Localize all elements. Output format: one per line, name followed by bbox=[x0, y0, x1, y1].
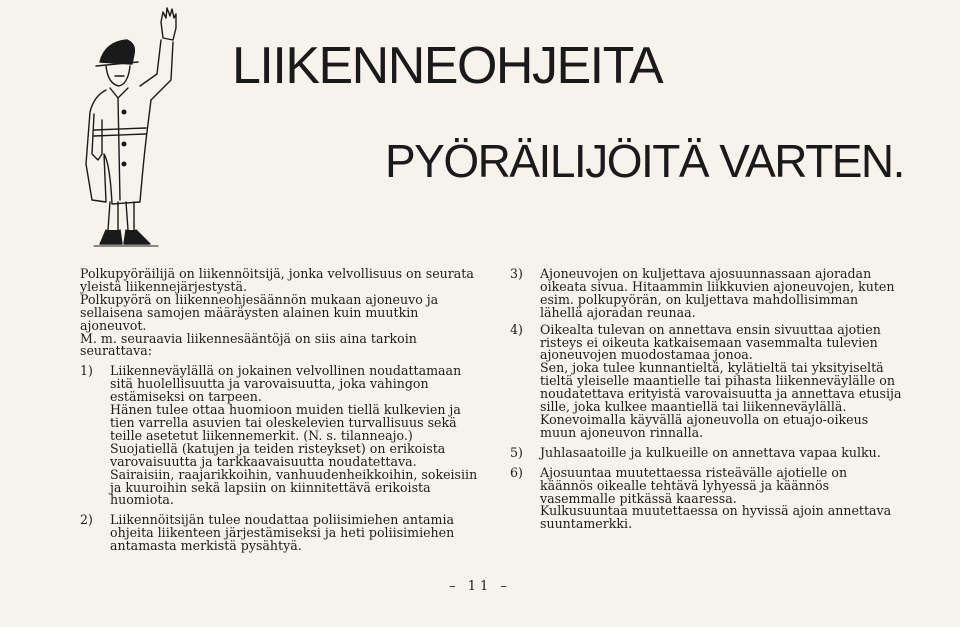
rule-item-3 bbox=[510, 268, 902, 320]
rule-paragraph: Liikenneväylällä on jokainen velvollinen noudattamaan sitä huolellisuutta ja varovaisuutta, joka vahingon estämiseksi on tarpeen. bbox=[110, 363, 462, 405]
right-column bbox=[510, 268, 902, 531]
rule-text bbox=[540, 321, 902, 440]
rule-item-6 bbox=[510, 464, 902, 532]
rule-number: 3) bbox=[510, 266, 523, 281]
intro-paragraph: Polkupyöräilijä on liikennöitsijä, jonka velvollisuus on seurata yleistä liikennejärjestystä. bbox=[80, 266, 474, 294]
rule-text bbox=[540, 268, 902, 320]
rule-paragraph: Sairaisiin, raajarikkoihin, vanhuudenheikkoihin, sokeisiin ja kuuroihin sekä lapsiin on kiinnitettävä erikoista huomiota. bbox=[110, 466, 478, 508]
rule-item-2 bbox=[80, 514, 480, 553]
rule-item-5 bbox=[510, 444, 902, 460]
rule-number: 2) bbox=[80, 512, 93, 528]
rule-number: 1) bbox=[80, 363, 93, 379]
page-number: – 11 – bbox=[449, 579, 511, 594]
rule-number: 4) bbox=[510, 321, 523, 337]
rule-paragraph: Ajosuuntaa muutettaessa risteävälle ajotielle on käännös oikealle tehtävä lyhyessä ja käännös vasemmalle pitkässä kaaressa. bbox=[540, 464, 848, 506]
intro-paragraph: M. m. seuraavia liikennesääntöjä on siis aina tarkoin seurattava: bbox=[80, 330, 417, 359]
document-subtitle: PYÖRÄILIJÖITÄ VARTEN. bbox=[385, 135, 904, 187]
rule-text bbox=[110, 365, 480, 507]
intro-paragraph: Polkupyörä on liikenneohjesäännön mukaan ajoneuvo ja sellaisena samojen määräysten alainen kuin muutkin ajoneuvot. bbox=[80, 291, 439, 333]
rule-paragraph: Hänen tulee ottaa huomioon muiden tiellä kulkevien ja tien varrella asuvien tai oleskelevien turvallisuus sekä teille asetetut liikennemerkit. (N. s. tilanneajo.) bbox=[110, 402, 461, 443]
rule-item-1 bbox=[80, 365, 480, 507]
rule-paragraph: Konevoimalla käyvällä ajoneuvolla on etuajo-oikeus muun ajoneuvon rinnalla. bbox=[540, 411, 869, 440]
rule-item-4 bbox=[510, 321, 902, 440]
rule-paragraph: Sen, joka tulee kunnantieltä, kylätieltä tai yksityiseltä tieltä yleiselle maantielle tai pihasta liikenneväylälle on noudatettava erityistä varovaisuutta ja annettava etusija sille, joka kulkee maantiellä tai liikenneväylällä. bbox=[540, 360, 902, 415]
rule-paragraph: Ajoneuvojen on kuljettava ajosuunnassaan ajoradan oikeata sivua. Hitaammin liikkuvien ajoneuvojen, kuten esim. polkupyörän, on kuljettava mahdollisimman lähellä ajoradan reunaa. bbox=[540, 266, 895, 320]
rule-paragraph: Suojatiellä (katujen ja teiden risteykset) on erikoista varovaisuutta ja tarkkaavaisuutta noudatettava. bbox=[110, 440, 446, 469]
rule-paragraph: Juhlasaatoille ja kulkueille on annettava vapaa kulku. bbox=[540, 444, 881, 460]
rule-text bbox=[540, 444, 902, 460]
rule-text bbox=[540, 464, 902, 532]
document-title: LIIKENNEOHJEITA bbox=[232, 37, 663, 95]
rule-paragraph: Liikennöitsijän tulee noudattaa poliisimiehen antamia ohjeita liikenteen järjestämiseksi ja heti poliisimiehen antamasta merkistä pysähtyä. bbox=[110, 512, 455, 554]
rule-text bbox=[110, 514, 480, 553]
rule-paragraph: Kulkusuuntaa muutettaessa on hyvissä ajoin annettava suuntamerkki. bbox=[540, 503, 892, 532]
rule-paragraph: Oikealta tulevan on annettava ensin sivuuttaa ajotien risteys ei oikeuta katkaisemaan vasemmalta tulevien ajoneuvojen muodostamaa jonoa. bbox=[540, 321, 881, 363]
policeman-illustration bbox=[72, 4, 190, 248]
rule-number: 6) bbox=[510, 464, 523, 480]
rule-number: 5) bbox=[510, 444, 523, 460]
left-column bbox=[80, 268, 480, 553]
